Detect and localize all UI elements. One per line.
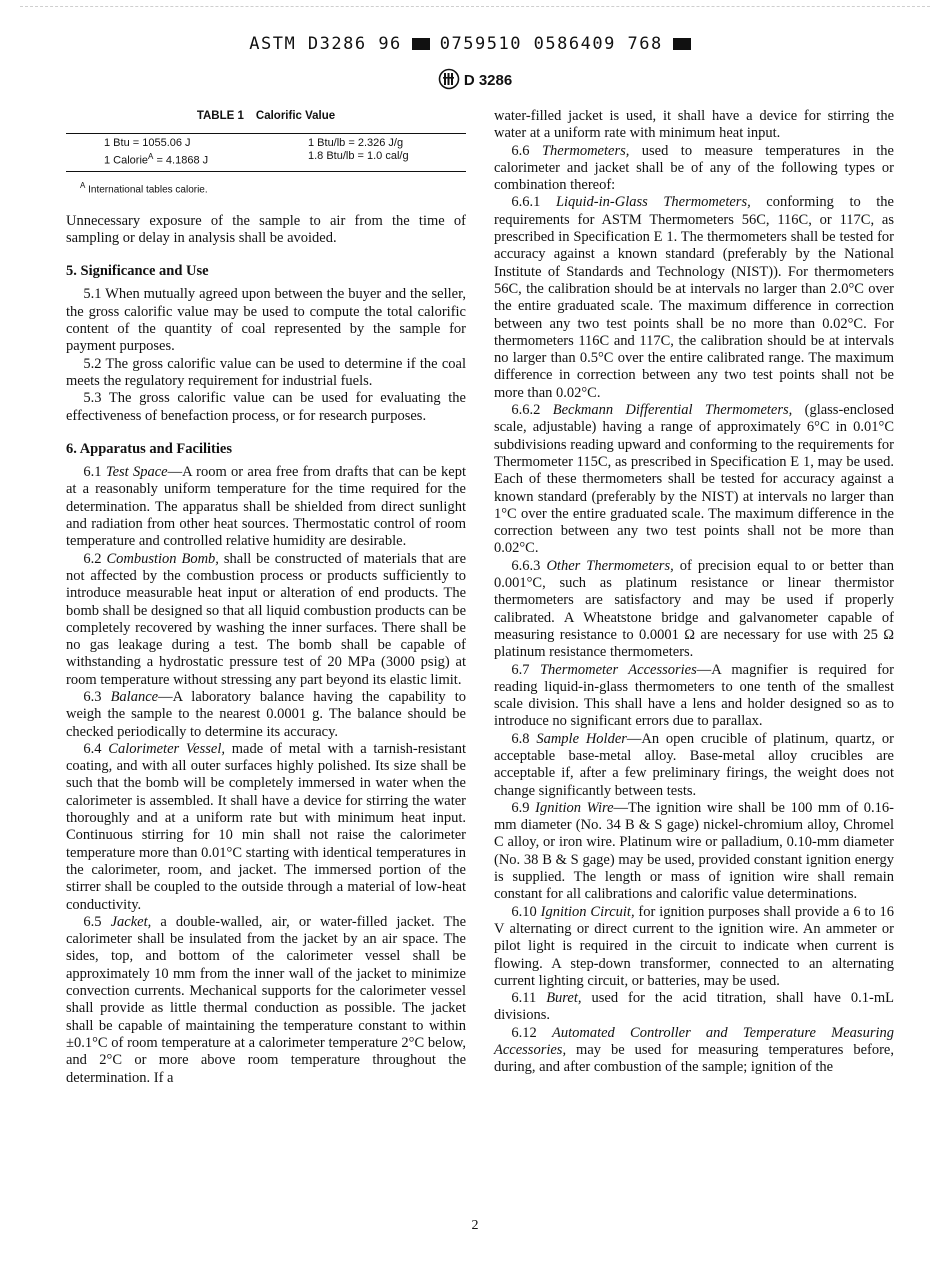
paragraph-6-3: 6.3 Balance—A laboratory balance having the capability to weigh the sample to the nearest 0.0001 g. The balance should be checked periodically to determine its accuracy. [66,689,466,740]
astm-logo-icon [438,68,460,90]
table-number: TABLE 1 [196,110,244,122]
designation-line [0,68,950,90]
left-column [66,108,466,1087]
footnote-marker: A [80,180,86,190]
designation-number: D 3286 [463,72,513,89]
calorific-value-table [66,133,466,172]
table-caption: Calorific Value [255,110,336,122]
paragraph-6-4: 6.4 Calorimeter Vessel, made of metal with a tarnish-resistant coating, and with all outer surfaces highly polished. Its size shall be such that the bomb will be completely immersed in water when the calorimeter is assembled. It shall have a device for stirring the water thoroughly and at a uniform rate but with minimum heat input. Continuous stirring for 10 min shall not raise the calorimeter temperature more than 0.01°C starting with identical temperatures in the calorimeter, room, and jacket. The immersed portion of the stirrer shall be coupled to the outside through a material of low-heat conductivity. [66,740,467,913]
table-cell: 1 Btu = 1055.06 J [104,137,191,150]
table-cell: 1.8 Btu/lb = 1.0 cal/g [308,150,409,163]
paragraph-6-5: 6.5 Jacket, a double-walled, air, or water-filled jacket. The calorimeter shall be insulated from the jacket by an air space. The sides, top, and bottom of the calorimeter vessel shall be approximately 10 mm from the inner wall of the jacket to minimize convection currents. Mechanical supports for the calorimeter vessel shall provide as little thermal conduction as possible. The jacket shall be capable of maintaining the temperature constant to within ±0.1°C of room temperature at a calorimeter temperature 2°C below, and 2°C or more above room temperature throughout the determination. If a [66,913,467,1086]
table-row [66,137,466,150]
paragraph-6-6: 6.6 Thermometers, used to measure temperatures in the calorimeter and jacket shall be of any of the following types or combination thereof: [494,142,894,194]
table-title [66,108,466,125]
paragraph-6-11: 6.11 Buret, used for the acid titration, shall have 0.1-mL divisions. [494,990,894,1024]
intro-paragraph: Unnecessary exposure of the sample to air from the time of sampling or delay in analysis shall be avoided. [66,212,466,246]
paragraph-5-3: 5.3 The gross calorific value can be used for evaluating the effectiveness of benefaction process, or for research purposes. [66,390,466,424]
page-number: 2 [471,1218,479,1233]
paragraph-6-1: 6.1 Test Space—A room or area free from drafts that can be kept at a reasonably uniform temperature for the time required for the determination. The apparatus shall be shielded from direct sunlight and radiation from other heat sources. Thermostatic control of room temperature and controlled relative humidity are desirable. [66,464,466,550]
paragraph-6-8: 6.8 Sample Holder—An open crucible of platinum, quartz, or acceptable base-metal alloy. Base-metal alloy crucibles are acceptable if, after a few preliminary firings, the weight does not change significantly between tests. [494,730,895,799]
black-block-mark [412,38,430,50]
footnote-text: International tables calorie. [88,184,208,196]
document-code-header [0,34,950,54]
scan-top-rule [20,6,930,8]
table-cell [66,150,304,168]
section-6-heading: 6. Apparatus and Facilities [66,440,232,457]
paragraph-6-10: 6.10 Ignition Circuit, for ignition purposes shall provide a 6 to 16 V alternating or direct current to the ignition wire. An ammeter or pilot light is required in the circuit to indicate when current is flowing. A step-down transformer, connected to an alternating current lighting circuit, or batteries, may be used. [494,903,895,989]
table-row [66,150,466,168]
table-cell: 1 Btu/lb = 2.326 J/g [308,137,404,150]
paragraph-5-2: 5.2 The gross calorific value can be used to determine if the coal meets the regulatory requirement for industrial fuels. [66,355,466,389]
right-column [494,108,894,1077]
calorie-label: 1 Calorie [104,154,149,167]
paragraph-6-2: 6.2 Combustion Bomb, shall be constructed of materials that are not affected by the combustion process or products sufficiently to introduce measurable heat input or alteration of end products. The bomb shall be designed so that all liquid combustion products can be completely recovered by washing the inner surfaces. There shall be no gas leakage during a test. The bomb shall be capable of withstanding a hydrostatic pressure test of 20 MPa (3000 psig) at room temperature without stressing any part beyond its elastic limit. [66,550,467,688]
paragraph-6-9: 6.9 Ignition Wire—The ignition wire shall be 100 mm of 0.16-mm diameter (No. 34 B & S gage) nickel-chromium alloy, Chromel C alloy, or iron wire. Platinum wire or palladium, 0.10-mm diameter (No. 38 B & S gage) may be used, provided constant ignition energy is supplied. The length or mass of ignition wire shall remain constant for all calibrations and calorific value determinations. [494,799,894,903]
paragraph-6-6-3: 6.6.3 Other Thermometers, of precision equal to or better than 0.001°C, such as platinum resistance or linear thermistor thermometers are satisfactory and may be used if properly calibrated. A Wheatstone bridge and galvanometer capable of measuring resistance to 0.0001 Ω are necessary for use with 25 Ω platinum resistance thermometers. [494,557,894,661]
calorie-value: = 4.1868 J [156,154,209,167]
section-5-heading: 5. Significance and Use [66,263,209,280]
footnote-marker: A [148,152,154,162]
barcode-number: 0759510 0586409 768 [439,34,663,54]
table-footnote [80,177,466,199]
paragraph-6-6-2: 6.6.2 Beckmann Differential Thermometers, (glass-enclosed scale, adjustable) having a range of approximately 6°C in 0.01°C subdivisions reading upward and conforming to the requirements for Thermometer 115C, as prescribed in Specification E 1, may be used. Each of these thermometers shall be tested for accuracy against a known standard (preferably by the NIST) at intervals no larger than 1°C over the entire graduated scale. The maximum difference in the correction between any two test points shall not be more than 0.02°C. [494,402,894,557]
paragraph-6-6-1: 6.6.1 Liquid-in-Glass Thermometers, conforming to the requirements for ASTM Thermometers 56C, 116C, or 117C, as prescribed in Specification E 1. The thermometers shall be tested for accuracy against a known standard (preferably by the National Institute of Standards and Technology (NIST)). For thermometers 56C, the calibration should be at intervals no larger than 2.0°C over the entire graduated scale. The maximum difference in correction between any two test points shall be no more than 0.02°C. For thermometers 116C and 117C, the calibration should be at intervals no larger than 0.5°C over the entire calibrated range. The maximum difference in correction between any two test points shall not be more than 0.02°C. [494,194,894,401]
paragraph-6-12: 6.12 Automated Controller and Temperature Measuring Accessories, may be used for measuring temperatures before, during, and after combustion of the sample; ignition of the [494,1024,894,1076]
black-block-mark-end [673,38,691,50]
astm-code: ASTM D3286 96 [249,34,402,54]
continued-paragraph: water-filled jacket is used, it shall have a device for stirring the water at a uniform rate with minimum heat input. [494,108,894,142]
paragraph-5-1: 5.1 When mutually agreed upon between the buyer and the seller, the gross calorific value may be used to compute the total calorific content of the quantity of coal represented by the sample for payment purposes. [66,286,466,355]
paragraph-6-7: 6.7 Thermometer Accessories—A magnifier is required for reading liquid-in-glass thermometers to one tenth of the smallest scale division. This shall have a lens and holder designed so as to introduce no significant errors due to parallax. [494,661,895,730]
